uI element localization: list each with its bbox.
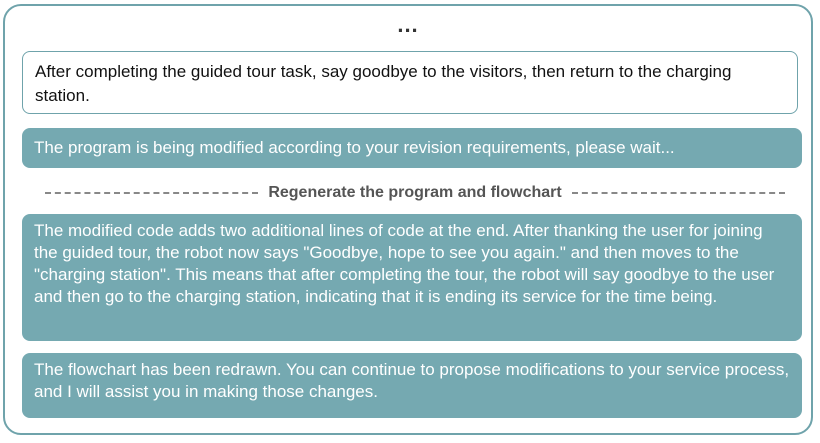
bot-followup-bubble: The flowchart has been redrawn. You can continue to propose modifications to your service process, and I will assist you in making those changes. bbox=[22, 353, 802, 418]
chat-panel bbox=[3, 4, 813, 435]
regenerate-divider bbox=[45, 182, 785, 204]
bot-explanation-bubble: The modified code adds two additional lines of code at the end. After thanking the user for joining the guided tour, the robot now says "Goodbye, hope to see you again." and then moves to the "charging station". This means that after completing the tour, the robot will say goodbye to the user and then go to the charging station, indicating that it is ending its service for the time being. bbox=[22, 214, 802, 341]
divider-label: Regenerate the program and flowchart bbox=[268, 184, 562, 201]
divider-dash-right bbox=[572, 192, 785, 194]
divider-dash-left bbox=[45, 192, 258, 194]
bot-status-bubble: The program is being modified according to your revision requirements, please wait... bbox=[22, 128, 802, 168]
more-history-indicator[interactable]: ... bbox=[397, 12, 419, 37]
user-message-bubble: After completing the guided tour task, say goodbye to the visitors, then return to the charging station. bbox=[22, 51, 798, 114]
